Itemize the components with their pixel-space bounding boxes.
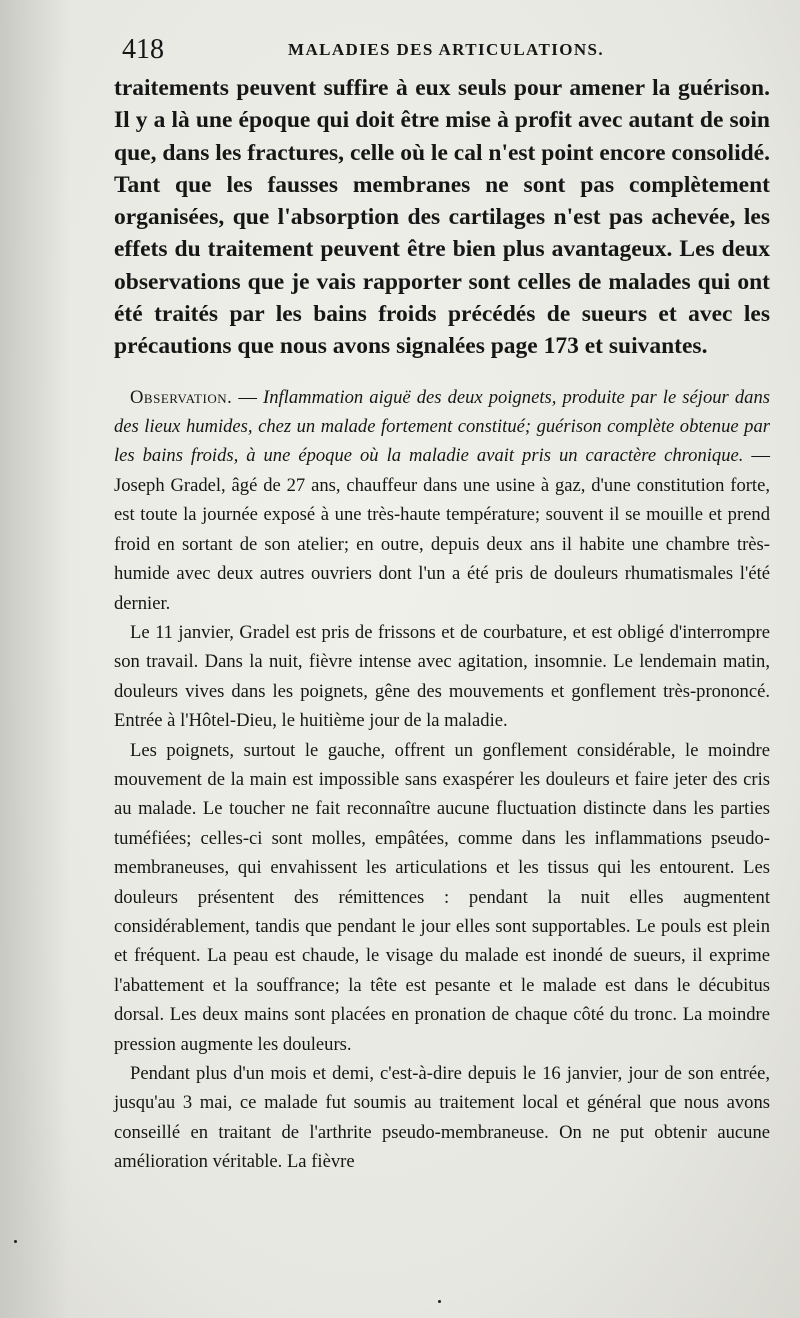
body-paragraph: Le 11 janvier, Gradel est pris de frissons et de courbature, et est obligé d'interrompre son travail. Dans la nuit, fièvre intense avec agitation, insomnie. Le lendemain matin, douleurs vives dans les poignets, gêne des mouvements et gonflement très-prononcé. Entrée à l'Hôtel-Dieu, le huitième jour de la maladie. xyxy=(114,621,770,732)
page-header xyxy=(114,30,770,72)
running-title: MALADIES DES ARTICULATIONS. xyxy=(288,40,605,59)
observation-heading: Observation. xyxy=(130,386,233,408)
ink-speck xyxy=(14,1240,17,1243)
page-number: 418 xyxy=(122,34,164,65)
observation-paragraph xyxy=(114,383,770,618)
observation-text: — Joseph Gradel, âgé de 27 ans, chauffeur dans une usine à gaz, d'une constitution forte, est toute la journée exposé à une très-haute température; souvent il se mouille et prend froid en sortant de son atelier; en outre, depuis deux ans il habite une chambre très-humide avec deux autres ouvriers dont l'un a été pris de douleurs rhumatismales l'été dernier. xyxy=(114,445,770,614)
gutter-shadow xyxy=(0,0,70,1318)
intro-paragraph: traitements peuvent suffire à eux seuls pour amener la guérison. Il y a là une époque qui doit être mise à profit avec autant de soin que, dans les fractures, celle où le cal n'est point encore consolidé. Tant que les fausses membranes ne sont pas complètement organisées, que l'absorption des cartilages n'est pas achevée, les effets du traitement peuvent être bien plus avantageux. Les deux observations que je vais rapporter sont celles de malades qui ont été traités par les bains froids précédés de sueurs et avec les précautions que nous avons signalées page 173 et suivantes. xyxy=(114,75,770,360)
ink-speck xyxy=(438,1300,441,1303)
observation-title: Inflammation aiguë des deux poignets, produite par le séjour dans des lieux humides, chez un malade fortement constitué; guérison complète obtenue par les bains froids, à une époque où la maladie avait pris un caractère chronique. xyxy=(114,386,771,467)
body-paragraph: Pendant plus d'un mois et demi, c'est-à-dire depuis le 16 janvier, jour de son entrée, jusqu'au 3 mai, ce malade fut soumis au traitement local et général que nous avons conseillé en traitant de l'arthrite pseudo-membraneuse. On ne put obtenir aucune amélioration véritable. La fièvre xyxy=(114,1063,770,1173)
observation-dash: — xyxy=(232,386,264,408)
body-paragraph: Les poignets, surtout le gauche, offrent un gonflement considérable, le moindre mouvement de la main est impossible sans exaspérer les douleurs et faire jeter des cris au malade. Le toucher ne fait reconnaître aucune fluctuation distincte dans les parties tuméfiées; celles-ci sont molles, empâtées, comme dans les inflammations pseudo-membraneuses, qui envahissent les articulations et les tissus qui les entourent. Les douleurs présentent des rémittences : pendant la nuit elles augmentent considérablement, tandis que pendant le jour elles sont supportables. Le pouls est plein et fréquent. La peau est chaude, le visage du malade est inondé de sueurs, il exprime l'abattement et la souffrance; la tête est pesante et le malade est dans le décubitus dorsal. Les deux mains sont placées en pronation de chaque côté du tronc. La moindre pression augmente les douleurs. xyxy=(114,739,770,1055)
